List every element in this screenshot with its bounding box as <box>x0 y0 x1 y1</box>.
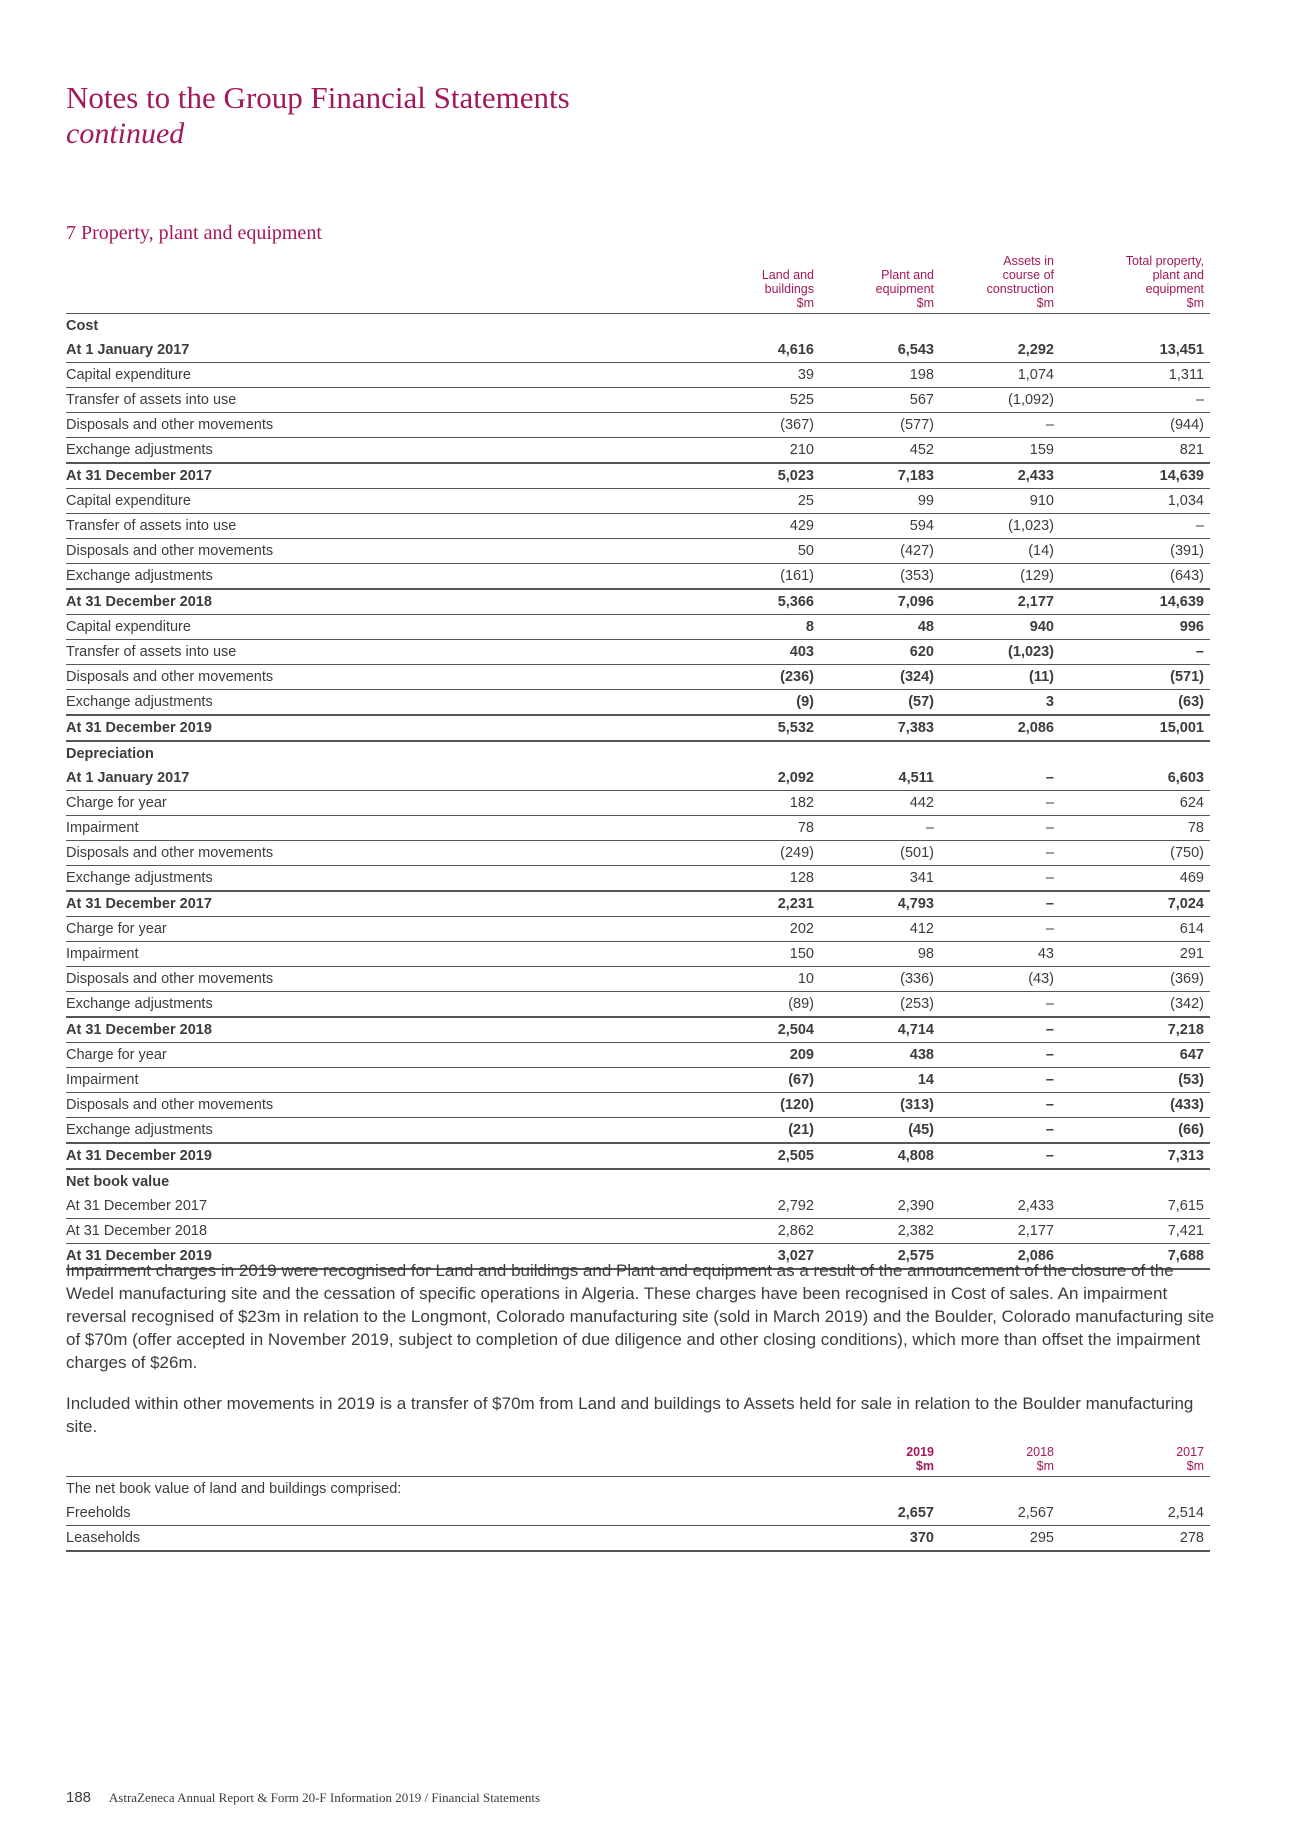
ppe-cell: 1,034 <box>1060 489 1210 514</box>
nbv-table-body <box>66 1477 1210 1552</box>
ppe-cell: (750) <box>1060 841 1210 866</box>
ppe-row-label: Exchange adjustments <box>66 438 700 464</box>
ppe-cell: 13,451 <box>1060 338 1210 363</box>
ppe-cell: 614 <box>1060 917 1210 942</box>
ppe-col-total: Total property, plant and equipment $m <box>1060 246 1210 314</box>
ppe-cell: 442 <box>820 791 940 816</box>
ppe-cell: 469 <box>1060 866 1210 892</box>
ppe-cell: – <box>940 1093 1060 1118</box>
ppe-cell: 6,543 <box>820 338 940 363</box>
ppe-row-label: Impairment <box>66 816 700 841</box>
ppe-cell: (253) <box>820 992 940 1018</box>
ppe-row-label: Charge for year <box>66 917 700 942</box>
ppe-cell: 48 <box>820 615 940 640</box>
ppe-cell: 2,086 <box>940 715 1060 741</box>
ppe-row <box>66 741 1210 766</box>
ppe-cell: (67) <box>700 1068 820 1093</box>
ppe-cell: (249) <box>700 841 820 866</box>
ppe-cell: 150 <box>700 942 820 967</box>
ppe-row-label: At 31 December 2017 <box>66 463 700 489</box>
ppe-header-blank <box>66 246 700 314</box>
ppe-row <box>66 1017 1210 1043</box>
ppe-cell: – <box>940 791 1060 816</box>
ppe-cell: 2,505 <box>700 1143 820 1169</box>
nbv-col-2018: 2018 $m <box>940 1437 1060 1477</box>
section-heading: 7 Property, plant and equipment <box>66 222 322 244</box>
ppe-row <box>66 539 1210 564</box>
ppe-cell: 50 <box>700 539 820 564</box>
ppe-row <box>66 1043 1210 1068</box>
footer-text: AstraZeneca Annual Report & Form 20-F Information 2019 / Financial Statements <box>108 1790 541 1805</box>
ppe-cell: 1,311 <box>1060 363 1210 388</box>
nbv-row-label: Freeholds <box>66 1501 820 1526</box>
ppe-row <box>66 791 1210 816</box>
ppe-cell: (367) <box>700 413 820 438</box>
nbv-cell: 278 <box>1060 1526 1210 1552</box>
ppe-cell: (433) <box>1060 1093 1210 1118</box>
ppe-cell: 182 <box>700 791 820 816</box>
ppe-cell: 7,383 <box>820 715 940 741</box>
ppe-row <box>66 1219 1210 1244</box>
nbv-cell: 2,567 <box>940 1501 1060 1526</box>
ppe-cell: 128 <box>700 866 820 892</box>
ppe-cell: (643) <box>1060 564 1210 590</box>
ppe-row <box>66 314 1210 339</box>
ppe-cell: 4,808 <box>820 1143 940 1169</box>
ppe-cell: (129) <box>940 564 1060 590</box>
ppe-table <box>66 246 1210 1270</box>
ppe-cell: 2,433 <box>940 1194 1060 1219</box>
ppe-row-label: Transfer of assets into use <box>66 640 700 665</box>
ppe-cell: (1,023) <box>940 640 1060 665</box>
ppe-cell: 7,421 <box>1060 1219 1210 1244</box>
ppe-cell: (161) <box>700 564 820 590</box>
ppe-cell: 1,074 <box>940 363 1060 388</box>
ppe-cell: 7,313 <box>1060 1143 1210 1169</box>
ppe-row <box>66 413 1210 438</box>
impairment-paragraph: Impairment charges in 2019 were recognised for Land and buildings and Plant and equipment as a result of the announcement of the closure of the Wedel manufacturing site and the cessation of specific operations in Algeria. These charges have been recognised in Cost of sales. An impairment reversal recognised of $23m in relation to the Longmont, Colorado manufacturing site (sold in March 2019) and the Boulder, Colorado manufacturing site of $70m (offer accepted in November 2019, subject to completion of due diligence and other closing conditions), which more than offset the impairment charges of $26m. <box>66 1261 1215 1372</box>
ppe-cell: (391) <box>1060 539 1210 564</box>
nbv-cell: 370 <box>820 1526 940 1552</box>
ppe-cell: 291 <box>1060 942 1210 967</box>
ppe-cell: 429 <box>700 514 820 539</box>
ppe-row <box>66 992 1210 1018</box>
ppe-row <box>66 388 1210 413</box>
ppe-cell: 14,639 <box>1060 589 1210 615</box>
ppe-row-label: Cost <box>66 317 99 334</box>
ppe-cell: 2,862 <box>700 1219 820 1244</box>
ppe-row-label: At 31 December 2019 <box>66 715 700 741</box>
ppe-row <box>66 1194 1210 1219</box>
nbv-row <box>66 1501 1210 1526</box>
ppe-row <box>66 715 1210 741</box>
ppe-cell: (369) <box>1060 967 1210 992</box>
ppe-cell: – <box>940 766 1060 791</box>
ppe-cell: – <box>1060 640 1210 665</box>
ppe-cell: 910 <box>940 489 1060 514</box>
ppe-cell: 567 <box>820 388 940 413</box>
ppe-row-label: At 31 December 2019 <box>66 1143 700 1169</box>
ppe-row-label: Depreciation <box>66 745 154 762</box>
page-footer <box>66 1789 540 1806</box>
ppe-row-label: Net book value <box>66 1173 170 1190</box>
ppe-cell: (577) <box>820 413 940 438</box>
ppe-cell: (236) <box>700 665 820 690</box>
nbv-row-label: Leaseholds <box>66 1526 820 1552</box>
ppe-row <box>66 1169 1210 1194</box>
ppe-row-label: Disposals and other movements <box>66 967 700 992</box>
ppe-cell: (53) <box>1060 1068 1210 1093</box>
ppe-cell: 14 <box>820 1068 940 1093</box>
ppe-cell: 210 <box>700 438 820 464</box>
ppe-row <box>66 615 1210 640</box>
nbv-cell: 295 <box>940 1526 1060 1552</box>
ppe-cell: (353) <box>820 564 940 590</box>
ppe-row-label: Exchange adjustments <box>66 690 700 716</box>
ppe-cell: (571) <box>1060 665 1210 690</box>
ppe-cell: 940 <box>940 615 1060 640</box>
ppe-cell: 5,023 <box>700 463 820 489</box>
ppe-row-label: Exchange adjustments <box>66 866 700 892</box>
ppe-cell: 2,086 <box>940 1244 1060 1270</box>
ppe-cell: 2,292 <box>940 338 1060 363</box>
ppe-cell: – <box>1060 514 1210 539</box>
ppe-cell: 2,177 <box>940 589 1060 615</box>
ppe-cell: (11) <box>940 665 1060 690</box>
ppe-cell: – <box>940 1043 1060 1068</box>
ppe-cell: 4,616 <box>700 338 820 363</box>
ppe-cell: – <box>940 1068 1060 1093</box>
ppe-cell: – <box>820 816 940 841</box>
ppe-cell: 10 <box>700 967 820 992</box>
ppe-row-label: At 1 January 2017 <box>66 766 700 791</box>
ppe-cell: 2,390 <box>820 1194 940 1219</box>
ppe-cell: 98 <box>820 942 940 967</box>
ppe-row <box>66 1143 1210 1169</box>
ppe-row-label: At 31 December 2018 <box>66 1017 700 1043</box>
ppe-row-label: Disposals and other movements <box>66 413 700 438</box>
ppe-cell: 202 <box>700 917 820 942</box>
ppe-cell: 99 <box>820 489 940 514</box>
ppe-cell: 620 <box>820 640 940 665</box>
ppe-row <box>66 816 1210 841</box>
ppe-cell: (313) <box>820 1093 940 1118</box>
ppe-cell: 7,688 <box>1060 1244 1210 1270</box>
ppe-cell: 8 <box>700 615 820 640</box>
ppe-cell: 5,532 <box>700 715 820 741</box>
ppe-row-label: Impairment <box>66 1068 700 1093</box>
ppe-cell: 2,504 <box>700 1017 820 1043</box>
ppe-row <box>66 866 1210 892</box>
ppe-row <box>66 463 1210 489</box>
nbv-cell: 2,514 <box>1060 1501 1210 1526</box>
ppe-row-label: At 31 December 2017 <box>66 1194 700 1219</box>
ppe-cell: – <box>940 992 1060 1018</box>
ppe-cell: 2,792 <box>700 1194 820 1219</box>
ppe-cell: 7,024 <box>1060 891 1210 917</box>
ppe-row-label: Disposals and other movements <box>66 1093 700 1118</box>
ppe-row-label: Exchange adjustments <box>66 992 700 1018</box>
ppe-row-label: Transfer of assets into use <box>66 388 700 413</box>
ppe-cell: (45) <box>820 1118 940 1144</box>
ppe-row <box>66 338 1210 363</box>
ppe-cell: 159 <box>940 438 1060 464</box>
ppe-cell: 7,615 <box>1060 1194 1210 1219</box>
ppe-row <box>66 690 1210 716</box>
ppe-cell: – <box>940 1118 1060 1144</box>
ppe-cell: (120) <box>700 1093 820 1118</box>
ppe-row-label: Exchange adjustments <box>66 1118 700 1144</box>
ppe-cell: (501) <box>820 841 940 866</box>
ppe-cell: (43) <box>940 967 1060 992</box>
ppe-row-label: At 31 December 2018 <box>66 1219 700 1244</box>
ppe-cell: (89) <box>700 992 820 1018</box>
ppe-row <box>66 489 1210 514</box>
ppe-row <box>66 967 1210 992</box>
ppe-cell: 4,793 <box>820 891 940 917</box>
ppe-cell: 403 <box>700 640 820 665</box>
ppe-row-label: Disposals and other movements <box>66 665 700 690</box>
nbv-table <box>66 1437 1210 1552</box>
ppe-row-label: Charge for year <box>66 1043 700 1068</box>
transfer-paragraph: Included within other movements in 2019 is a transfer of $70m from Land and buildings to Assets held for sale in relation to the Boulder manufacturing site. <box>66 1394 1194 1436</box>
ppe-cell: 78 <box>1060 816 1210 841</box>
nbv-header-blank <box>66 1437 820 1477</box>
ppe-row <box>66 1068 1210 1093</box>
ppe-cell: – <box>1060 388 1210 413</box>
ppe-row-label: At 31 December 2017 <box>66 891 700 917</box>
ppe-row-label: At 31 December 2019 <box>66 1244 700 1270</box>
ppe-row <box>66 564 1210 590</box>
ppe-cell: 4,511 <box>820 766 940 791</box>
ppe-row <box>66 514 1210 539</box>
ppe-cell: 209 <box>700 1043 820 1068</box>
ppe-cell: 7,096 <box>820 589 940 615</box>
ppe-row-label: Capital expenditure <box>66 615 700 640</box>
ppe-row-label: Transfer of assets into use <box>66 514 700 539</box>
ppe-cell: 2,177 <box>940 1219 1060 1244</box>
ppe-row <box>66 665 1210 690</box>
ppe-row <box>66 589 1210 615</box>
ppe-cell: 452 <box>820 438 940 464</box>
ppe-cell: (57) <box>820 690 940 716</box>
ppe-cell: 15,001 <box>1060 715 1210 741</box>
page-number: 188 <box>66 1789 92 1806</box>
ppe-cell: 412 <box>820 917 940 942</box>
ppe-row <box>66 363 1210 388</box>
ppe-cell: – <box>940 866 1060 892</box>
ppe-cell: 14,639 <box>1060 463 1210 489</box>
ppe-cell: (1,092) <box>940 388 1060 413</box>
ppe-header-row <box>66 246 1210 314</box>
ppe-col-plant: Plant and equipment $m <box>820 246 940 314</box>
ppe-row-label: Capital expenditure <box>66 363 700 388</box>
ppe-cell: (63) <box>1060 690 1210 716</box>
ppe-row-label: Charge for year <box>66 791 700 816</box>
ppe-cell: (21) <box>700 1118 820 1144</box>
ppe-cell: 2,231 <box>700 891 820 917</box>
ppe-cell: 2,433 <box>940 463 1060 489</box>
ppe-row <box>66 1118 1210 1144</box>
ppe-cell: – <box>940 816 1060 841</box>
ppe-col-construction: Assets in course of construction $m <box>940 246 1060 314</box>
ppe-row-label: Disposals and other movements <box>66 539 700 564</box>
nbv-intro-label: The net book value of land and buildings comprised: <box>66 1481 402 1497</box>
ppe-cell: 6,603 <box>1060 766 1210 791</box>
ppe-row <box>66 841 1210 866</box>
ppe-cell: 4,714 <box>820 1017 940 1043</box>
nbv-cell: 2,657 <box>820 1501 940 1526</box>
ppe-cell: (9) <box>700 690 820 716</box>
ppe-cell: (324) <box>820 665 940 690</box>
nbv-intro-row <box>66 1477 1210 1502</box>
ppe-row <box>66 917 1210 942</box>
ppe-row-label: Disposals and other movements <box>66 841 700 866</box>
ppe-cell: (342) <box>1060 992 1210 1018</box>
ppe-cell: 341 <box>820 866 940 892</box>
ppe-cell: 3,027 <box>700 1244 820 1270</box>
ppe-cell: – <box>940 1143 1060 1169</box>
ppe-cell: – <box>940 891 1060 917</box>
ppe-cell: 624 <box>1060 791 1210 816</box>
ppe-cell: 39 <box>700 363 820 388</box>
ppe-cell: – <box>940 1017 1060 1043</box>
ppe-row <box>66 766 1210 791</box>
nbv-header-row <box>66 1437 1210 1477</box>
ppe-cell: 996 <box>1060 615 1210 640</box>
ppe-row <box>66 438 1210 464</box>
ppe-row <box>66 942 1210 967</box>
ppe-cell: 647 <box>1060 1043 1210 1068</box>
ppe-cell: 594 <box>820 514 940 539</box>
ppe-row <box>66 891 1210 917</box>
ppe-cell: 3 <box>940 690 1060 716</box>
ppe-cell: 2,575 <box>820 1244 940 1270</box>
ppe-cell: 43 <box>940 942 1060 967</box>
ppe-cell: 2,382 <box>820 1219 940 1244</box>
ppe-cell: (14) <box>940 539 1060 564</box>
ppe-cell: (66) <box>1060 1118 1210 1144</box>
ppe-table-body <box>66 314 1210 1270</box>
nbv-col-2019: 2019 $m <box>820 1437 940 1477</box>
ppe-row-label: Capital expenditure <box>66 489 700 514</box>
ppe-cell: 25 <box>700 489 820 514</box>
ppe-row <box>66 1093 1210 1118</box>
ppe-row <box>66 640 1210 665</box>
ppe-cell: (336) <box>820 967 940 992</box>
ppe-cell: 2,092 <box>700 766 820 791</box>
ppe-cell: 78 <box>700 816 820 841</box>
ppe-cell: 7,183 <box>820 463 940 489</box>
ppe-cell: 5,366 <box>700 589 820 615</box>
ppe-row-label: At 31 December 2018 <box>66 589 700 615</box>
ppe-cell: 7,218 <box>1060 1017 1210 1043</box>
ppe-cell: – <box>940 841 1060 866</box>
ppe-cell: 198 <box>820 363 940 388</box>
ppe-cell: (944) <box>1060 413 1210 438</box>
nbv-row <box>66 1526 1210 1552</box>
page-subtitle: continued <box>66 117 185 150</box>
ppe-cell: 525 <box>700 388 820 413</box>
ppe-col-land: Land and buildings $m <box>700 246 820 314</box>
ppe-cell: (427) <box>820 539 940 564</box>
ppe-cell: – <box>940 413 1060 438</box>
ppe-row-label: Impairment <box>66 942 700 967</box>
nbv-col-2017: 2017 $m <box>1060 1437 1210 1477</box>
ppe-row-label: At 1 January 2017 <box>66 338 700 363</box>
ppe-row-label: Exchange adjustments <box>66 564 700 590</box>
ppe-cell: (1,023) <box>940 514 1060 539</box>
ppe-cell: 438 <box>820 1043 940 1068</box>
ppe-cell: – <box>940 917 1060 942</box>
ppe-cell: 821 <box>1060 438 1210 464</box>
page-title: Notes to the Group Financial Statements <box>66 80 570 115</box>
